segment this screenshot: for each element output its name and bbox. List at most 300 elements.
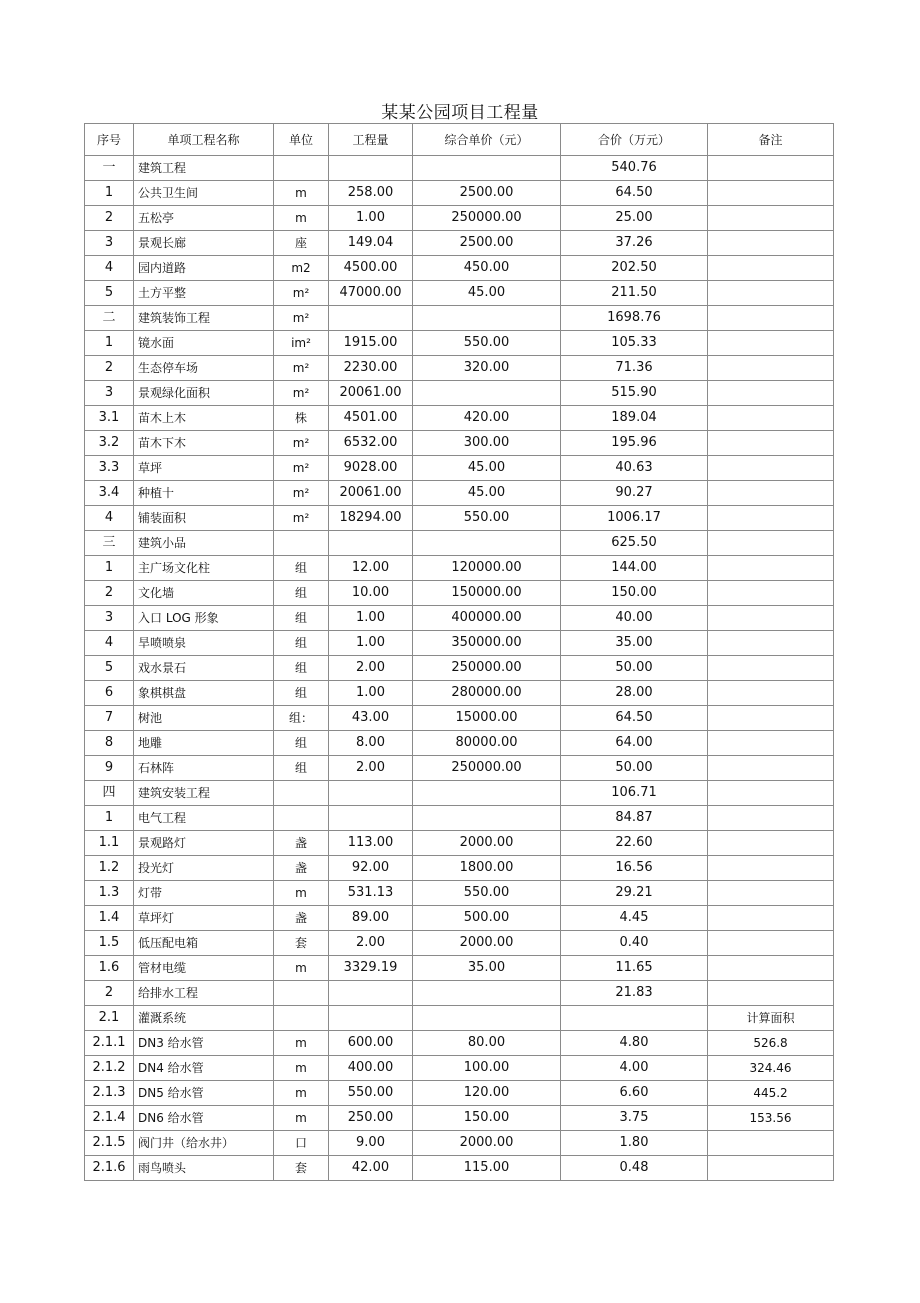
row-unit: m xyxy=(274,881,329,906)
row-note xyxy=(708,331,834,356)
row-note: 526.8 xyxy=(708,1031,834,1056)
row-no: 2.1.5 xyxy=(85,1131,134,1156)
row-unit: m² xyxy=(274,481,329,506)
table-row xyxy=(85,906,834,931)
row-price: 320.00 xyxy=(413,356,561,381)
row-total: 50.00 xyxy=(561,656,708,681)
header-unit: 单位 xyxy=(274,124,329,156)
row-name: DN4 给水管 xyxy=(134,1056,274,1081)
row-price: 80000.00 xyxy=(413,731,561,756)
row-total: 515.90 xyxy=(561,381,708,406)
row-note xyxy=(708,431,834,456)
row-note: 445.2 xyxy=(708,1081,834,1106)
table-row xyxy=(85,756,834,781)
quantity-table xyxy=(84,123,834,1181)
row-qty: 6532.00 xyxy=(329,431,413,456)
row-price: 250000.00 xyxy=(413,206,561,231)
row-total: 28.00 xyxy=(561,681,708,706)
row-qty: 18294.00 xyxy=(329,506,413,531)
row-total: 21.83 xyxy=(561,981,708,1006)
row-total: 16.56 xyxy=(561,856,708,881)
row-note xyxy=(708,806,834,831)
row-name: 铺装面积 xyxy=(134,506,274,531)
row-unit: m xyxy=(274,1106,329,1131)
row-qty: 113.00 xyxy=(329,831,413,856)
table-row xyxy=(85,931,834,956)
row-total: 64.50 xyxy=(561,181,708,206)
row-qty: 400.00 xyxy=(329,1056,413,1081)
row-price: 120000.00 xyxy=(413,556,561,581)
table-row xyxy=(85,431,834,456)
row-no: 1.1 xyxy=(85,831,134,856)
row-no: 3.1 xyxy=(85,406,134,431)
row-no: 一 xyxy=(85,156,134,181)
row-name: 文化墙 xyxy=(134,581,274,606)
row-qty: 1.00 xyxy=(329,606,413,631)
row-note xyxy=(708,706,834,731)
row-name: DN5 给水管 xyxy=(134,1081,274,1106)
row-total: 1006.17 xyxy=(561,506,708,531)
row-unit: m xyxy=(274,181,329,206)
row-price: 45.00 xyxy=(413,456,561,481)
row-price: 45.00 xyxy=(413,481,561,506)
row-total: 150.00 xyxy=(561,581,708,606)
header-note: 备注 xyxy=(708,124,834,156)
row-note xyxy=(708,631,834,656)
row-price xyxy=(413,781,561,806)
row-name: 建筑小品 xyxy=(134,531,274,556)
row-no: 9 xyxy=(85,756,134,781)
table-row xyxy=(85,156,834,181)
row-no: 1.6 xyxy=(85,956,134,981)
table-row xyxy=(85,681,834,706)
row-no: 3.2 xyxy=(85,431,134,456)
row-name: 苗木下木 xyxy=(134,431,274,456)
header-name: 单项工程名称 xyxy=(134,124,274,156)
row-note xyxy=(708,956,834,981)
row-unit xyxy=(274,981,329,1006)
row-name: 建筑工程 xyxy=(134,156,274,181)
row-note xyxy=(708,781,834,806)
row-unit: m² xyxy=(274,356,329,381)
row-unit: 组 xyxy=(274,556,329,581)
row-price: 420.00 xyxy=(413,406,561,431)
row-qty: 20061.00 xyxy=(329,381,413,406)
table-row xyxy=(85,581,834,606)
row-qty: 12.00 xyxy=(329,556,413,581)
row-unit: 组 xyxy=(274,631,329,656)
row-unit: m xyxy=(274,1031,329,1056)
row-note xyxy=(708,356,834,381)
row-unit: m² xyxy=(274,281,329,306)
row-no: 2 xyxy=(85,981,134,1006)
row-note xyxy=(708,881,834,906)
table-row xyxy=(85,631,834,656)
row-price: 15000.00 xyxy=(413,706,561,731)
row-no: 四 xyxy=(85,781,134,806)
row-qty: 20061.00 xyxy=(329,481,413,506)
row-unit: 座 xyxy=(274,231,329,256)
row-name: 地雕 xyxy=(134,731,274,756)
row-total: 84.87 xyxy=(561,806,708,831)
table-row xyxy=(85,481,834,506)
row-no: 4 xyxy=(85,631,134,656)
row-name: 土方平整 xyxy=(134,281,274,306)
table-row xyxy=(85,1131,834,1156)
row-price: 45.00 xyxy=(413,281,561,306)
row-price: 450.00 xyxy=(413,256,561,281)
row-name: DN3 给水管 xyxy=(134,1031,274,1056)
row-no: 1 xyxy=(85,806,134,831)
row-unit: 组： xyxy=(274,706,329,731)
row-name: 戏水景石 xyxy=(134,656,274,681)
row-total: 540.76 xyxy=(561,156,708,181)
row-qty: 1.00 xyxy=(329,681,413,706)
table-row xyxy=(85,181,834,206)
row-unit: 盏 xyxy=(274,906,329,931)
table-row xyxy=(85,256,834,281)
row-total: 6.60 xyxy=(561,1081,708,1106)
row-note xyxy=(708,531,834,556)
row-total: 40.00 xyxy=(561,606,708,631)
row-no: 1.3 xyxy=(85,881,134,906)
row-qty: 42.00 xyxy=(329,1156,413,1181)
row-qty: 2230.00 xyxy=(329,356,413,381)
table-header-row xyxy=(85,124,834,156)
row-price xyxy=(413,806,561,831)
row-unit: 组 xyxy=(274,756,329,781)
header-qty: 工程量 xyxy=(329,124,413,156)
row-name: 公共卫生间 xyxy=(134,181,274,206)
row-name: 种植十 xyxy=(134,481,274,506)
row-total: 11.65 xyxy=(561,956,708,981)
table-row xyxy=(85,731,834,756)
row-name: 石林阵 xyxy=(134,756,274,781)
row-price: 2000.00 xyxy=(413,931,561,956)
row-price xyxy=(413,156,561,181)
row-no: 2 xyxy=(85,581,134,606)
table-row xyxy=(85,231,834,256)
header-price: 综合单价（元） xyxy=(413,124,561,156)
row-price xyxy=(413,306,561,331)
row-unit xyxy=(274,781,329,806)
row-note xyxy=(708,856,834,881)
table-body xyxy=(85,156,834,1181)
table-row xyxy=(85,331,834,356)
row-total: 4.45 xyxy=(561,906,708,931)
row-unit: m² xyxy=(274,456,329,481)
row-note xyxy=(708,931,834,956)
header-total: 合价（万元） xyxy=(561,124,708,156)
row-qty: 43.00 xyxy=(329,706,413,731)
row-total: 195.96 xyxy=(561,431,708,456)
row-no: 2.1.1 xyxy=(85,1031,134,1056)
row-note xyxy=(708,231,834,256)
row-unit: m xyxy=(274,206,329,231)
row-unit: m² xyxy=(274,506,329,531)
row-qty xyxy=(329,1006,413,1031)
row-no: 2.1 xyxy=(85,1006,134,1031)
row-name: 镜水面 xyxy=(134,331,274,356)
row-total: 105.33 xyxy=(561,331,708,356)
table-row xyxy=(85,881,834,906)
row-total: 71.36 xyxy=(561,356,708,381)
row-unit xyxy=(274,1006,329,1031)
row-qty xyxy=(329,981,413,1006)
table-row xyxy=(85,1006,834,1031)
row-price: 250000.00 xyxy=(413,656,561,681)
table-row xyxy=(85,806,834,831)
row-total: 29.21 xyxy=(561,881,708,906)
row-note xyxy=(708,156,834,181)
row-price: 1800.00 xyxy=(413,856,561,881)
row-price: 350000.00 xyxy=(413,631,561,656)
row-qty: 250.00 xyxy=(329,1106,413,1131)
row-unit xyxy=(274,806,329,831)
row-name: 苗木上木 xyxy=(134,406,274,431)
row-name: 给排水工程 xyxy=(134,981,274,1006)
row-no: 3 xyxy=(85,231,134,256)
row-no: 2.1.3 xyxy=(85,1081,134,1106)
row-qty: 4500.00 xyxy=(329,256,413,281)
row-name: 象棋棋盘 xyxy=(134,681,274,706)
row-price: 80.00 xyxy=(413,1031,561,1056)
row-unit: 组 xyxy=(274,681,329,706)
row-price: 250000.00 xyxy=(413,756,561,781)
row-price xyxy=(413,381,561,406)
row-total: 106.71 xyxy=(561,781,708,806)
row-note xyxy=(708,681,834,706)
row-unit: m2 xyxy=(274,256,329,281)
row-total: 3.75 xyxy=(561,1106,708,1131)
row-qty: 258.00 xyxy=(329,181,413,206)
table-row xyxy=(85,456,834,481)
row-no: 3.4 xyxy=(85,481,134,506)
row-no: 3.3 xyxy=(85,456,134,481)
table-row xyxy=(85,1156,834,1181)
row-name: 主广场文化柱 xyxy=(134,556,274,581)
row-price xyxy=(413,531,561,556)
row-no: 2 xyxy=(85,356,134,381)
row-name: 景观长廊 xyxy=(134,231,274,256)
row-unit: 口 xyxy=(274,1131,329,1156)
table-row xyxy=(85,381,834,406)
row-no: 4 xyxy=(85,506,134,531)
row-unit: m xyxy=(274,956,329,981)
row-price: 120.00 xyxy=(413,1081,561,1106)
row-total xyxy=(561,1006,708,1031)
row-note xyxy=(708,456,834,481)
header-no: 序号 xyxy=(85,124,134,156)
row-qty: 10.00 xyxy=(329,581,413,606)
row-price: 400000.00 xyxy=(413,606,561,631)
row-qty xyxy=(329,306,413,331)
row-no: 1 xyxy=(85,556,134,581)
row-no: 1.4 xyxy=(85,906,134,931)
row-qty xyxy=(329,781,413,806)
row-no: 二 xyxy=(85,306,134,331)
row-total: 4.80 xyxy=(561,1031,708,1056)
table-row xyxy=(85,706,834,731)
row-total: 625.50 xyxy=(561,531,708,556)
row-note xyxy=(708,281,834,306)
row-price: 300.00 xyxy=(413,431,561,456)
row-name: 景观绿化面积 xyxy=(134,381,274,406)
row-unit: 组 xyxy=(274,731,329,756)
row-no: 6 xyxy=(85,681,134,706)
row-total: 64.00 xyxy=(561,731,708,756)
row-qty: 2.00 xyxy=(329,931,413,956)
table-row xyxy=(85,956,834,981)
row-note xyxy=(708,656,834,681)
row-note xyxy=(708,181,834,206)
row-unit: 盏 xyxy=(274,856,329,881)
table-row xyxy=(85,281,834,306)
row-name: 管材电缆 xyxy=(134,956,274,981)
row-qty: 1.00 xyxy=(329,631,413,656)
row-unit: m² xyxy=(274,306,329,331)
row-unit xyxy=(274,156,329,181)
row-total: 4.00 xyxy=(561,1056,708,1081)
row-no: 1.5 xyxy=(85,931,134,956)
row-note xyxy=(708,506,834,531)
table-row xyxy=(85,1081,834,1106)
row-total: 50.00 xyxy=(561,756,708,781)
row-name: 投光灯 xyxy=(134,856,274,881)
row-price: 150000.00 xyxy=(413,581,561,606)
row-price: 150.00 xyxy=(413,1106,561,1131)
table-row xyxy=(85,1056,834,1081)
row-unit: 套 xyxy=(274,1156,329,1181)
row-name: 草坪灯 xyxy=(134,906,274,931)
row-qty: 47000.00 xyxy=(329,281,413,306)
row-qty: 4501.00 xyxy=(329,406,413,431)
table-row xyxy=(85,356,834,381)
row-unit: im² xyxy=(274,331,329,356)
row-unit: 株 xyxy=(274,406,329,431)
row-name: 建筑安装工程 xyxy=(134,781,274,806)
row-qty: 2.00 xyxy=(329,756,413,781)
row-price: 115.00 xyxy=(413,1156,561,1181)
row-total: 1.80 xyxy=(561,1131,708,1156)
row-price: 2500.00 xyxy=(413,231,561,256)
row-total: 37.26 xyxy=(561,231,708,256)
table-row xyxy=(85,406,834,431)
row-note xyxy=(708,481,834,506)
row-price: 2500.00 xyxy=(413,181,561,206)
row-price: 280000.00 xyxy=(413,681,561,706)
row-note xyxy=(708,981,834,1006)
row-qty: 149.04 xyxy=(329,231,413,256)
row-name: 建筑装饰工程 xyxy=(134,306,274,331)
row-qty: 92.00 xyxy=(329,856,413,881)
table-row xyxy=(85,556,834,581)
row-price xyxy=(413,1006,561,1031)
row-no: 2.1.6 xyxy=(85,1156,134,1181)
row-name: 五松亭 xyxy=(134,206,274,231)
row-total: 25.00 xyxy=(561,206,708,231)
row-price: 500.00 xyxy=(413,906,561,931)
row-note xyxy=(708,1156,834,1181)
table-row xyxy=(85,831,834,856)
row-unit: 盏 xyxy=(274,831,329,856)
row-price: 550.00 xyxy=(413,881,561,906)
row-total: 90.27 xyxy=(561,481,708,506)
table-row xyxy=(85,781,834,806)
row-unit: m² xyxy=(274,381,329,406)
row-qty: 9028.00 xyxy=(329,456,413,481)
row-no: 2.1.2 xyxy=(85,1056,134,1081)
row-no: 2 xyxy=(85,206,134,231)
row-qty: 550.00 xyxy=(329,1081,413,1106)
row-no: 1 xyxy=(85,331,134,356)
row-qty xyxy=(329,156,413,181)
row-note xyxy=(708,206,834,231)
row-no: 4 xyxy=(85,256,134,281)
row-name: 低压配电箱 xyxy=(134,931,274,956)
row-total: 22.60 xyxy=(561,831,708,856)
row-note xyxy=(708,256,834,281)
table-row xyxy=(85,531,834,556)
row-qty: 531.13 xyxy=(329,881,413,906)
table-row xyxy=(85,1106,834,1131)
row-unit: m xyxy=(274,1081,329,1106)
row-total: 144.00 xyxy=(561,556,708,581)
table-row xyxy=(85,306,834,331)
row-unit: 组 xyxy=(274,656,329,681)
row-name: 旱喷喷泉 xyxy=(134,631,274,656)
row-unit: m² xyxy=(274,431,329,456)
table-row xyxy=(85,981,834,1006)
table-row xyxy=(85,606,834,631)
row-name: 树池 xyxy=(134,706,274,731)
row-name: 生态停车场 xyxy=(134,356,274,381)
row-qty: 2.00 xyxy=(329,656,413,681)
row-note xyxy=(708,406,834,431)
row-price: 550.00 xyxy=(413,331,561,356)
row-note xyxy=(708,606,834,631)
row-total: 0.40 xyxy=(561,931,708,956)
row-total: 35.00 xyxy=(561,631,708,656)
row-total: 1698.76 xyxy=(561,306,708,331)
row-no: 三 xyxy=(85,531,134,556)
row-price: 35.00 xyxy=(413,956,561,981)
row-unit xyxy=(274,531,329,556)
row-note: 153.56 xyxy=(708,1106,834,1131)
table-row xyxy=(85,1031,834,1056)
row-name: 雨鸟喷头 xyxy=(134,1156,274,1181)
row-name: 灯带 xyxy=(134,881,274,906)
row-qty: 600.00 xyxy=(329,1031,413,1056)
row-note xyxy=(708,1131,834,1156)
row-price xyxy=(413,981,561,1006)
row-no: 5 xyxy=(85,281,134,306)
row-name: DN6 给水管 xyxy=(134,1106,274,1131)
row-qty: 3329.19 xyxy=(329,956,413,981)
row-total: 40.63 xyxy=(561,456,708,481)
row-total: 211.50 xyxy=(561,281,708,306)
row-total: 64.50 xyxy=(561,706,708,731)
row-unit: 组 xyxy=(274,581,329,606)
row-unit: 套 xyxy=(274,931,329,956)
row-unit: m xyxy=(274,1056,329,1081)
row-qty: 8.00 xyxy=(329,731,413,756)
row-total: 202.50 xyxy=(561,256,708,281)
row-price: 100.00 xyxy=(413,1056,561,1081)
table-row xyxy=(85,656,834,681)
row-name: 阀门井（给水井） xyxy=(134,1131,274,1156)
row-no: 8 xyxy=(85,731,134,756)
